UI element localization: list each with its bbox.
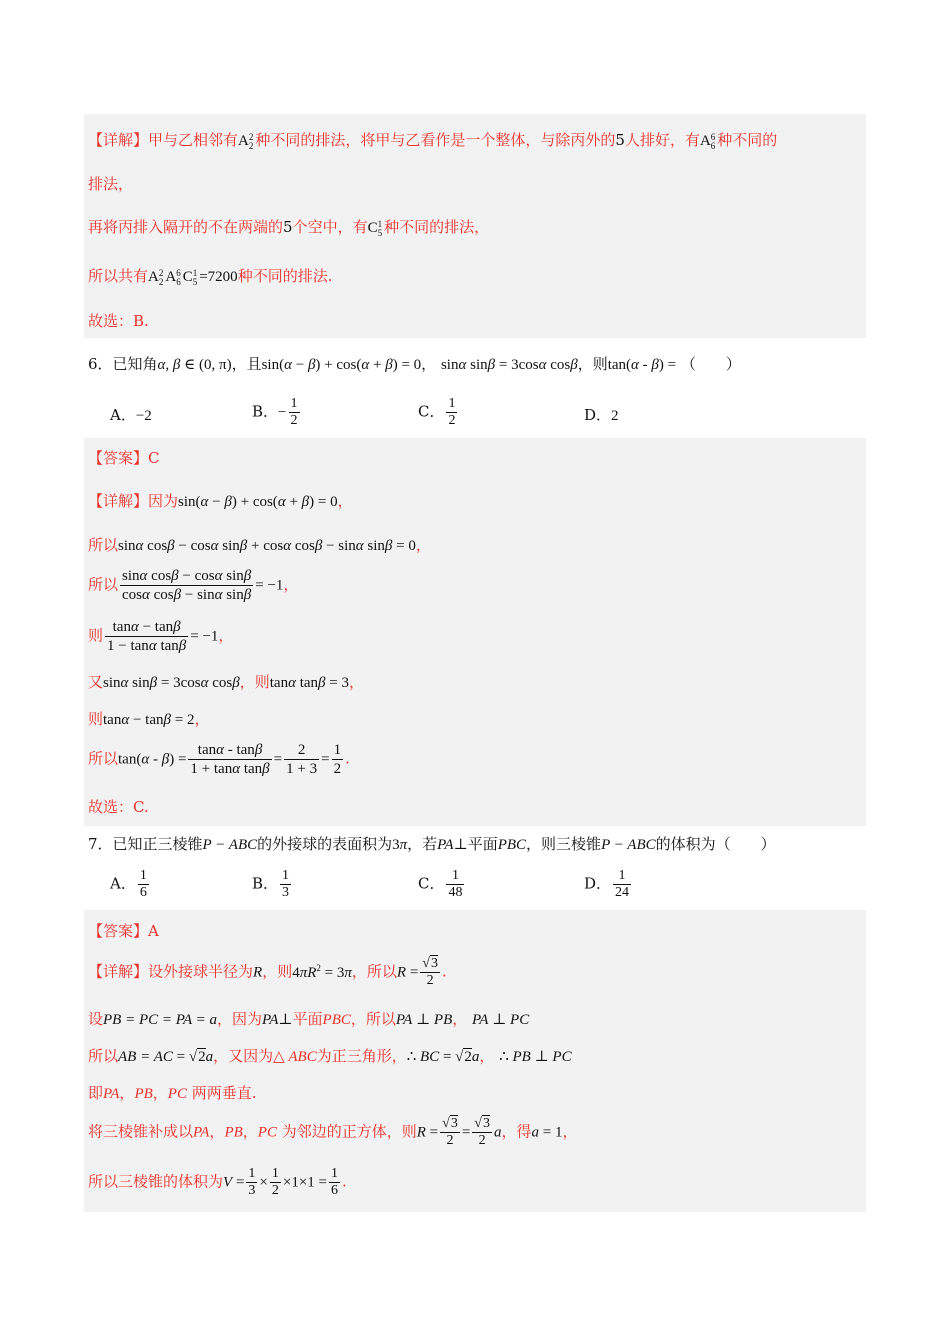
q5-detail-line3: 再将丙排入隔开的不在两端的5个空中，有C 1 5 种不同的排法， [88, 218, 490, 238]
q6-step6: 则tanα − tanβ = 2， [88, 710, 210, 728]
q6-option-d[interactable]: D．2 [584, 406, 619, 424]
q7-step5: 将三棱锥补成以PA，PB，PC 为邻边的正方体，则R = $\frac{√3}{2}$ = $\frac{√3}{2}$ a，得a = 1， [88, 1116, 578, 1148]
q6-option-c[interactable]: C． $\frac{1}{2}$ [418, 396, 456, 428]
q7-option-d[interactable]: D． $\frac{1}{24}$ [584, 868, 630, 900]
q5-detail-line1: 【详解】甲与乙相邻有A 2 2 种不同的排法，将甲与乙看作是一个整体，与除丙外的5人排好，有A 6 6 种不同的 [88, 131, 778, 151]
q6-step5: 又sinα sinβ = 3cosα cosβ，则tanα tanβ = 3， [88, 673, 365, 691]
q6-step7: 所以tan(α - β) = $\frac{\tan\alpha - \tan\beta}{\text{1 + tanα tanβ}}$ = $\frac{2}{1 + 3}$ = $\frac{1}{2}$ . [88, 742, 350, 777]
q6-final: 故选：C. [88, 798, 149, 816]
q7-option-a[interactable]: A． $\frac{1}{6}$ [110, 868, 147, 900]
q6-answer: 【答案】C [88, 449, 160, 467]
q6-step4: 则 $\frac{\tan\alpha - \tan\beta}{\text{1 − tanα tanβ}}$ = −1， [88, 619, 234, 654]
q5-detail-line4: 所以共有A 2 2 A 6 6 C 1 5 =7200种不同的排法. [88, 267, 333, 287]
q7-step2: 设PB = PC = PA = a，因为PA⊥平面PBC，所以PA ⊥ PB， PA ⊥ PC [88, 1010, 530, 1028]
q7-step6: 所以三棱锥的体积为V = $\frac{1}{3}$ × $\frac{1}{2}$ ×1×1 = $\frac{1}{6}$ . [88, 1166, 347, 1198]
q6-stem: 6．已知角α, β ∈ (0, π)，且sin(α − β) + cos(α + β) = 0， sinα sinβ = 3cosα cosβ，则tan(α - β) = （ ） [88, 355, 741, 373]
q5-detail-line2: 排法， [88, 175, 134, 193]
q6-option-a[interactable]: A．−2 [110, 406, 152, 424]
q7-step4: 即PA，PB，PC 两两垂直. [88, 1084, 257, 1102]
q6-option-b[interactable]: B．− $\frac{1}{2}$ [252, 396, 298, 428]
q7-step1: 【详解】设外接球半径为R，则$4\pi R^2 = 3\pi$，所以R = $\frac{√3}{2}$ . [88, 956, 447, 988]
q6-step1: 【详解】因为sin(α − β) + cos(α + β) = 0， [88, 492, 353, 510]
q7-option-b[interactable]: B． $\frac{1}{3}$ [252, 868, 290, 900]
q7-answer: 【答案】A [88, 922, 159, 940]
q7-stem: 7．已知正三棱锥P − ABC的外接球的表面积为3π，若PA⊥平面PBC，则三棱锥P − ABC的体积为（ ） [88, 835, 776, 853]
q7-option-c[interactable]: C． $\frac{1}{48}$ [418, 868, 463, 900]
q7-step3: 所以AB = AC = √2a，又因为△ ABC为正三角形，∴ BC = √2a， ∴ PB ⊥ PC [88, 1047, 572, 1065]
q6-step3: 所以 $\frac{\text{sinα cosβ − cosα sinβ}}{\text{cosα cosβ − sinα sinβ}}$ = −1， [88, 568, 299, 603]
q5-answer-line: 故选：B. [88, 312, 149, 330]
q6-step2: 所以sinα cosβ − cosα sinβ + cosα cosβ − sinα sinβ = 0， [88, 536, 431, 554]
